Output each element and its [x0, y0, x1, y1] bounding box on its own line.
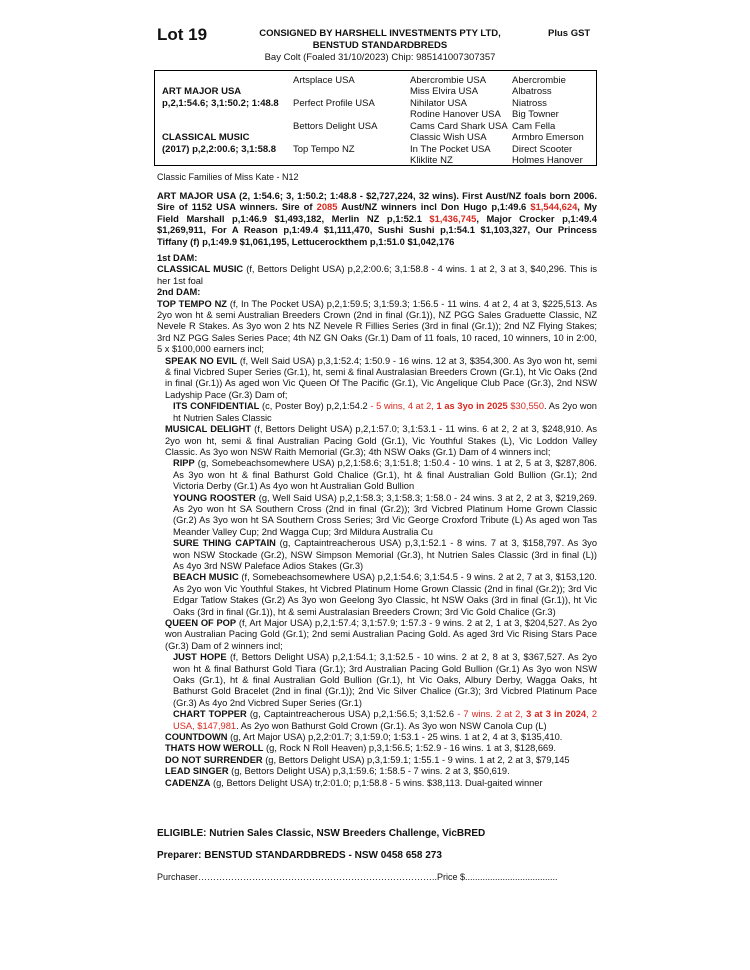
sire-name: ART MAJOR USA: [162, 86, 242, 97]
pedigree-g4: Albatross: [512, 86, 552, 97]
produce-entry: COUNTDOWN (g, Art Major USA) p,2,2:01.7; 3,1:59.0; 1:53.1 - 25 wins. 1 at 2, 4 at 3, $135,410.: [165, 732, 563, 743]
pedigree-g2: Artsplace USA: [293, 75, 355, 86]
produce-entry: SURE THING CAPTAIN (g, Captaintreacherous USA) p,3,1:52.1 - 8 wins. 7 at 3, $158,797. As 3yo won NSW Stockade (Gr.2), NSW Simpson Memorial (Gr.3), ht Nutrien Sales Classic (3rd in final (L)) As 4yo 3rd NSW Paleface Adios Stakes (Gr.3): [173, 538, 598, 571]
produce-entry: SPEAK NO EVIL (f, Well Said USA) p,3,1:52.4; 1:50.9 - 16 wins. 12 at 3, $354,300. As 3yo won ht, semi & final Vicbred Super Series (Gr.1), ht, semi & final Australasian Breeders Crown (Gr.1), ht Vic Oaks (2nd in final (Gr.1)) As aged won Vic Queen Of The Pacific (Gr.1), Vic Angelique Club Pace (Gr.3), 2nd NSW Ladyship Pace (Gr.3) Dam of;: [165, 355, 597, 400]
sire-record: p,2,1:54.6; 3,1:50.2; 1:48.8: [162, 98, 279, 109]
family-line: Classic Families of Miss Kate - N12: [157, 172, 299, 182]
produce-entry: BEACH MUSIC (f, Somebeachsomewhere USA) p,2,1:54.6; 3,1:54.5 - 9 wins. 2 at 2, 7 at 3, $153,120. As 2yo won Vic Youthful Stakes, ht Vicbred Platinum Home Grown Classic (2nd in final (Gr.2)); 3rd Vic Edgar Tatlow Stakes (Gr.2) As 3yo won Geelong 3yo Classic, ht NSW Oaks (3rd in final (Gr.1)), ht Vic Oaks (3rd in final (Gr.1)), ht & semi Australasian Breeders Crown; 3rd Vic Gold Chalice (Gr.3): [173, 572, 597, 617]
dam-name: CLASSICAL MUSIC: [162, 132, 250, 143]
pedigree-g3: Rodine Hanover USA: [410, 109, 501, 120]
vendor: BENSTUD STANDARDBREDS: [312, 40, 448, 51]
foaled-line: Bay Colt (Foaled 31/10/2023) Chip: 985141007307357: [264, 52, 496, 63]
produce-entry: JUST HOPE (f, Bettors Delight USA) p,2,1:54.1; 3,1:52.5 - 10 wins. 2 at 2, 8 at 3, $367,527. As 2yo won ht & final Bathurst Gold Tiara (Gr.1); 3rd Australian Pacing Gold Bullion (Gr.1) As 3yo won NSW Oaks (Gr.1), ht & final Australian Gold Bullion (Gr.1), ht Vic Oaks, Albury Derby, Wagga Oaks, ht Bathurst Gold Bracelet (2nd in final (Gr.1)); 2nd Vic Silver Chalice (Gr.3); 3rd Vicbred Platinum Pace (Gr.3) As 4yo 2nd Vicbred Super Series (Gr.1): [173, 652, 597, 708]
produce-entry: RIPP (g, Somebeachsomewhere USA) p,2,1:58.6; 3,1:51.8; 1:50.4 - 10 wins. 1 at 2, 5 at 3, $287,806. As 3yo won ht & final Bathurst Gold Chalice (Gr.1), ht & final Australian Gold Bullion (Gr.1); 2nd Victoria Derby (Gr.1) As 4yo won ht Australian Gold Bullion: [173, 458, 597, 492]
produce-entry: CADENZA (g, Bettors Delight USA) tr,2:01.0; p,1:58.8 - 5 wins. $38,113. Dual-gaited winner: [165, 777, 543, 788]
purchaser-line: Purchaser……………………………………………………………………..Price $.....................................: [157, 872, 558, 882]
pedigree-g2: Top Tempo NZ: [293, 144, 355, 155]
produce-entry: QUEEN OF POP (f, Art Major USA) p,2,1:57.4; 3,1:57.9; 1:57.3 - 9 wins. 2 at 2, 1 at 3, $204,527. As 2yo won Australian Pacing Gold (Gr.1); 2nd semi Australian Pacing Gold. As aged 3rd Vic Rising Stars Pace (Gr.3) Dam of 2 winners incl;: [165, 618, 597, 651]
produce-entry: THATS HOW WEROLL (g, Rock N Roll Heaven) p,3,1:56.5; 1:52.9 - 16 wins. 1 at 3, $128,669.: [165, 743, 556, 754]
pedigree-g3: In The Pocket USA: [410, 144, 491, 155]
pedigree-g3: Classic Wish USA: [410, 132, 487, 143]
sire-summary: ART MAJOR USA (2, 1:54.6; 3, 1:50.2; 1:48.8 - $2,727,224, 32 wins). First Aust/NZ foals born 2006. Sire of 1152 USA winners. Sire of 2085 Aust/NZ winners incl Don Hugo p,1:49.6 $1,544,624, My Field Marshall p,1:46.9 $1,493,182, Merlin NZ p,1:52.1 $1,436,745, Major Crocker p,1:49.4 $1,269,911, For A Reason p,1:49.4 $1,111,470, Sushi Sushi p,1:54.1 $1,103,327, Our Princess Tiffany (f) p,1:49.9 $1,061,195, Lettucerockthem p,1:51.0 $1,042,176: [157, 190, 598, 247]
pedigree-g4: Cam Fella: [512, 121, 556, 132]
sire-paragraph: [157, 190, 597, 247]
second-dam-heading: 2nd DAM:: [157, 287, 201, 298]
pedigree-g4: Direct Scooter: [512, 144, 573, 155]
pedigree-g3: Cams Card Shark USA: [410, 121, 508, 132]
pedigree-g4: Holmes Hanover: [512, 155, 583, 166]
lot-number: Lot 19: [157, 25, 208, 44]
produce-entry: TOP TEMPO NZ (f, In The Pocket USA) p,2,1:59.5; 3,1:59.3; 1:56.5 - 11 wins. 4 at 2, 4 at 3, $225,513. As 2yo won ht & semi Australian Breeders Crown (2nd in final (Gr.1)), NZ PGG Sales Graduette Classic, NZ Nevele R Stakes. As 3yo won 2 hts NZ Nevele R Fillies Series (3rd in final (Gr.1)); 2nd NZ Flying Stakes; 3rd NZ PGG Sales Series Pace; 4th NZ GN Oaks (Gr.1) Dam of 11 foals, 10 raced, 10 winners, 10 in 2:00, 5 x $100,000 earners incl;: [157, 298, 598, 355]
pedigree-g2: Perfect Profile USA: [293, 98, 375, 109]
dam-section: [157, 253, 597, 789]
pedigree-g4: Big Towner: [512, 109, 559, 120]
produce-entry: MUSICAL DELIGHT (f, Bettors Delight USA) p,2,1:57.0; 3,1:53.1 - 11 wins. 6 at 2, 2 at 3, $248,910. As 2yo won ht, semi & final Australian Pacing Gold (Gr.1), Vic Youthful Stakes (L), Vic Loddon Valley Classic. As 3yo won NSW Raith Memorial (Gr.3); 4th NSW Oaks (Gr.1) Dam of 4 winners incl;: [165, 424, 597, 457]
pedigree-g4: Armbro Emerson: [512, 132, 584, 143]
produce-entry: YOUNG ROOSTER (g, Well Said USA) p,2,1:58.3; 3,1:58.3; 1:58.0 - 24 wins. 3 at 2, 2 at 3, $219,269. As 2yo won ht SA Southern Cross (2nd in final (Gr.2)); 3rd Vicbred Platinum Home Grown Classic (Gr.2) As 3yo won ht SA Southern Cross Series; 3rd Vic George Croxford Tribute (L) As aged won Tas Meander Valley Cup; 2nd Wagga Cup; 3rd Mildura Australia Cu: [173, 492, 597, 537]
gst-note: Plus GST: [548, 28, 591, 39]
produce-entry: LEAD SINGER (g, Bettors Delight USA) p,3,1:59.6; 1:58.5 - 7 wins. 2 at 3, $50,619.: [165, 766, 510, 777]
pedigree-g3: Abercrombie USA: [410, 75, 487, 86]
pedigree-g3: Miss Elvira USA: [410, 86, 479, 97]
pedigree-g3: Nihilator USA: [410, 98, 468, 109]
pedigree-g4: Niatross: [512, 98, 547, 109]
consignor: CONSIGNED BY HARSHELL INVESTMENTS PTY LTD,: [259, 28, 501, 39]
consignor-block: [250, 28, 510, 52]
eligible-line: ELIGIBLE: Nutrien Sales Classic, NSW Breeders Challenge, VicBRED: [157, 828, 486, 839]
pedigree-table: [154, 70, 597, 166]
preparer-line: Preparer: BENSTUD STANDARDBREDS - NSW 0458 658 273: [157, 850, 442, 861]
first-dam-heading: 1st DAM:: [157, 253, 198, 263]
first-dam-entry: CLASSICAL MUSIC (f, Bettors Delight USA) p,2,2:00.6; 3,1:58.8 - 4 wins. 1 at 2, 3 at 3, $40,296. This is her 1st foal: [157, 264, 597, 286]
produce-entry: DO NOT SURRENDER (g, Bettors Delight USA) p,3,1:59.1; 1:55.1 - 9 wins. 1 at 2, 2 at 3, $79,145: [165, 754, 570, 765]
dam-record: (2017) p,2,2:00.6; 3,1:58.8: [162, 144, 277, 155]
pedigree-g2: Bettors Delight USA: [293, 121, 378, 132]
produce-entry: ITS CONFIDENTIAL (c, Poster Boy) p,2,1:54.2 - 5 wins, 4 at 2, 1 as 3yo in 2025 $30,550. As 2yo won ht Nutrien Sales Classic: [173, 401, 597, 423]
pedigree-g4: Abercrombie: [512, 75, 566, 86]
pedigree-g3: Kliklite NZ: [410, 155, 453, 166]
produce-entry: CHART TOPPER (g, Captaintreacherous USA) p,2,1:56.5; 3,1:52.6 - 7 wins. 2 at 2, 3 at 3 in 2024, 2 USA, $147,981. As 2yo won Bathurst Gold Crown (Gr.1). As 3yo won NSW Canola Cup (L): [173, 709, 597, 731]
